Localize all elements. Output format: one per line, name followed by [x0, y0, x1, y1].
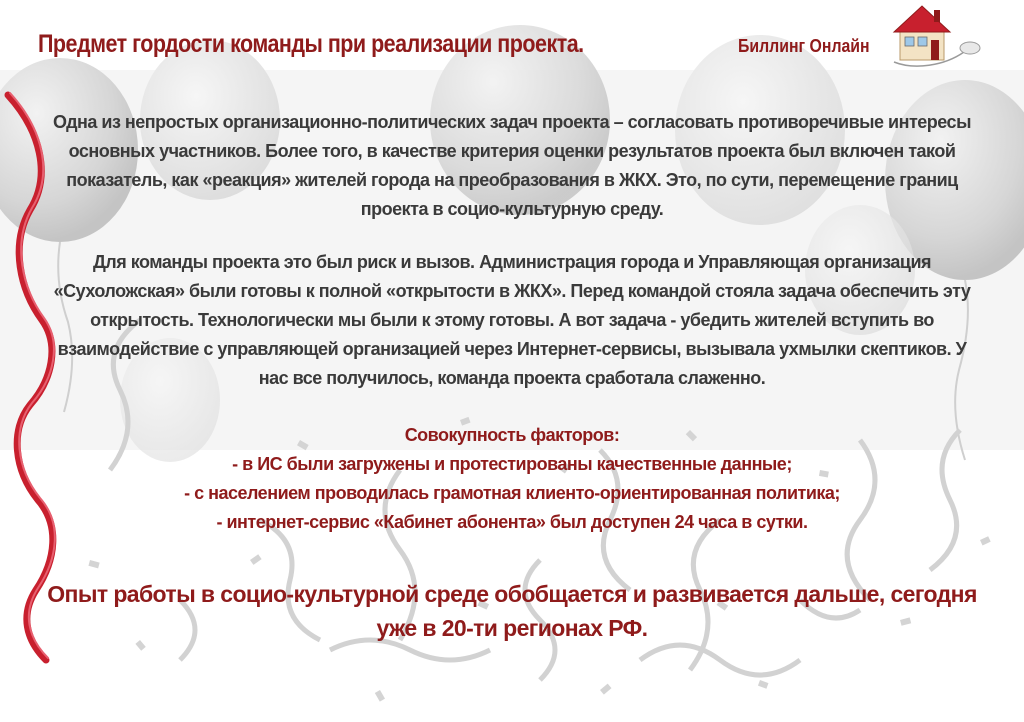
paragraph-risk — [30, 248, 994, 393]
paragraph-line: Для команды проекта это был риск и вызов. Администрация города и Управляющая организация — [92, 252, 932, 272]
paragraph-line: проекта в социо-культурную среду. — [360, 199, 664, 219]
house-with-mouse-icon — [884, 0, 994, 72]
factor-item: - в ИС были загружены и протестированы качественные данные; — [232, 454, 792, 474]
paragraph-line: нас все получилось, команда проекта сработала слаженно. — [258, 368, 766, 388]
paragraph-line: показатель, как «реакция» жителей города на преобразования в ЖКХ. Это, по сути, перемещение границ — [66, 170, 958, 190]
brand-name: Биллинг Онлайн — [738, 36, 870, 56]
paragraph-line: взаимодействие с управляющей организацией через Интернет-сервисы, вызывала ухмылки скептиков. У — [57, 339, 967, 359]
paragraph-challenge — [30, 108, 994, 224]
conclusion-line: Опыт работы в социо-культурной среде обобщается и развивается дальше, сегодня — [47, 581, 977, 607]
factor-item: - с населением проводилась грамотная клиенто-ориентированная политика; — [184, 483, 840, 503]
factors-heading: Совокупность факторов: — [404, 425, 620, 445]
factor-item: - интернет-сервис «Кабинет абонента» был доступен 24 часа в сутки. — [216, 512, 808, 532]
conclusion — [30, 577, 994, 645]
main-content — [30, 108, 994, 645]
paragraph-line: открытость. Технологически мы были к этому готовы. А вот задача - убедить жителей вступить во — [90, 310, 934, 330]
paragraph-line: Одна из непростых организационно-политических задач проекта – согласовать противоречивые интересы — [53, 112, 971, 132]
paragraph-line: основных участников. Более того, в качестве критерия оценки результатов проекта был включен такой — [68, 141, 956, 161]
conclusion-line: уже в 20-ти регионах РФ. — [376, 615, 648, 641]
paragraph-line: «Сухоложская» были готовы к полной «открытости в ЖКХ». Перед командой стояла задача обеспечить эту — [53, 281, 971, 301]
page-title: Предмет гордости команды при реализации проекта. — [38, 30, 584, 58]
factors-block — [30, 421, 994, 537]
